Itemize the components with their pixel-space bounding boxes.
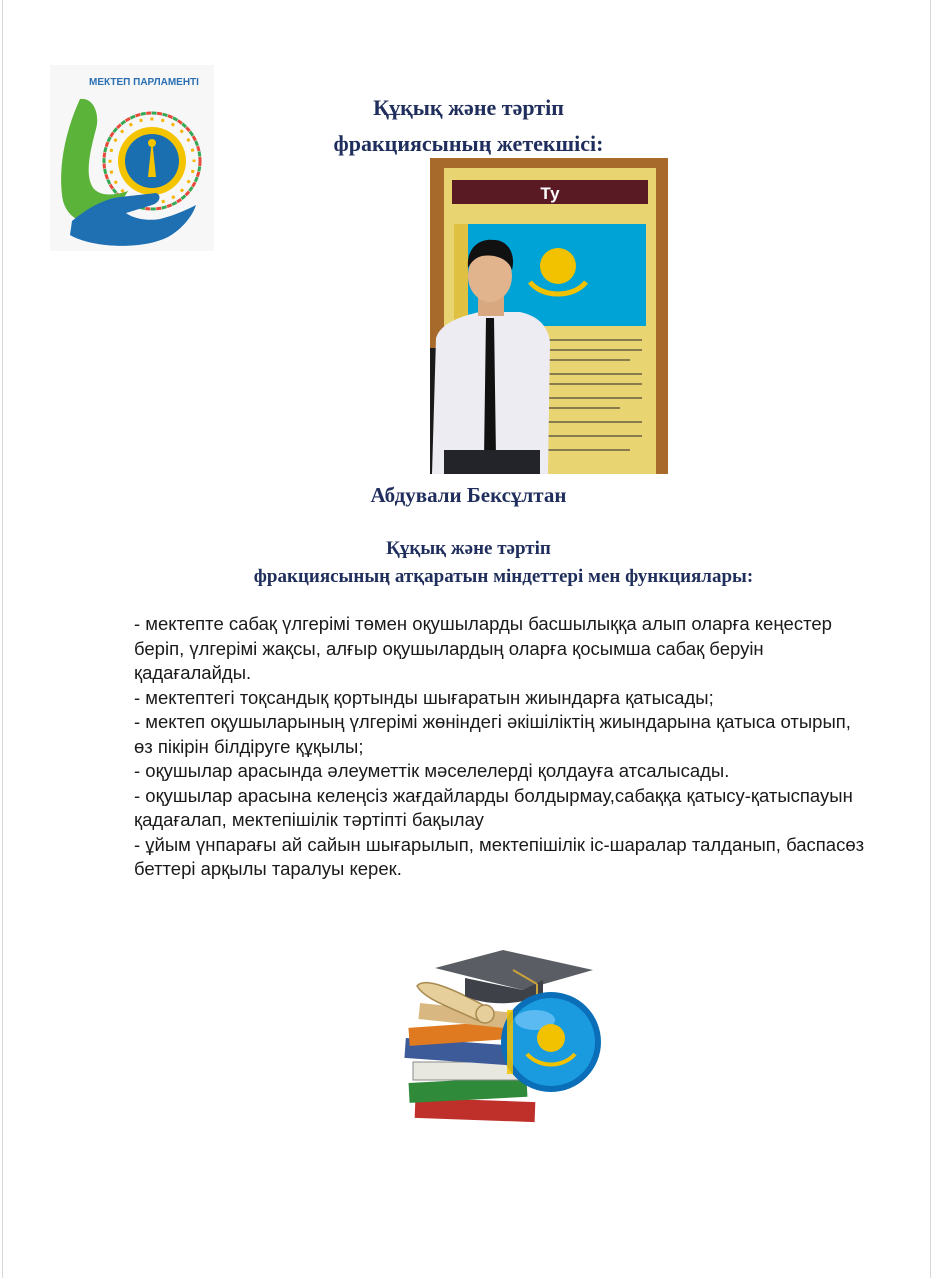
leader-heading-line1: Құқық және тәртіп xyxy=(373,95,564,120)
leader-photo xyxy=(430,158,668,474)
duty-item: - оқушылар арасына келеңсіз жағдайларды болдырмау,сабаққа қатысу-қатыспауын қадағалап, мектепішілік тәртіпті бақылау xyxy=(134,784,858,830)
leader-name: Абдували Бексұлтан xyxy=(370,483,567,507)
leader-heading xyxy=(0,90,937,162)
duty-item: - оқушылар арасында әлеуметтік мәселелерді қолдауға атсалысады. xyxy=(134,760,730,781)
logo-caption: МЕКТЕП ПАРЛАМЕНТІ xyxy=(89,77,199,88)
duty-item: - мектепте сабақ үлгерімі төмен оқушыларды басшылыққа алып оларға кеңестер беріп, үлгерімі жақсы, алғыр оқушылардың оларға қосымша сабақ беруін қадағалайды. xyxy=(134,613,838,683)
duties-heading-line1: Құқық және тәртіп xyxy=(386,538,551,559)
duty-item: - мектеп оқушыларының үлгерімі жөніндегі әкішіліктің жиындарына қатыса отырып, өз пікірін білдіруге құқылы; xyxy=(134,711,857,757)
duties-heading xyxy=(0,535,937,591)
duties-list xyxy=(134,612,874,882)
duties-heading-line2: фракциясының атқаратын міндеттері мен функциялары: xyxy=(253,566,754,587)
board-title: Ту xyxy=(540,184,560,203)
books-and-graduation-cap-icon xyxy=(395,950,607,1128)
duty-item: - мектептегі тоқсандық қортынды шығаратын жиындарға қатысады; xyxy=(134,686,714,708)
duty-item: - ұйым үнпарағы ай сайын шығарылып, мектепішілік іс-шаралар талданып, баспасөз беттері арқылы таралуы керек. xyxy=(134,833,870,879)
leader-heading-line2: фракциясының жетекшісі: xyxy=(333,131,604,156)
